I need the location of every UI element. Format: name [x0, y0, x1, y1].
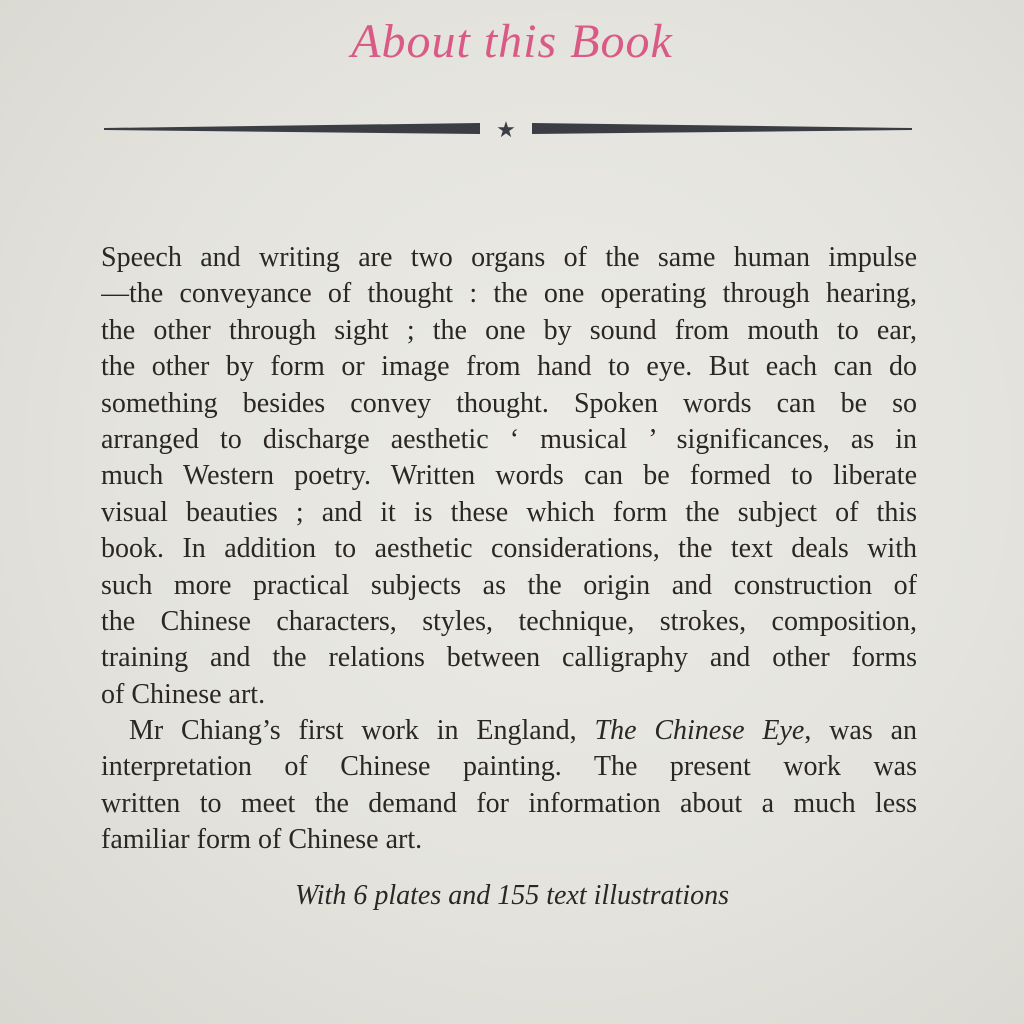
text-line: the Chinese characters, styles, technique, strokes, composition, [101, 605, 917, 637]
page-title: About this Book [351, 15, 673, 68]
rule-right-bar [532, 123, 912, 134]
text-line: interpretation of Chinese painting. The present work was [101, 751, 917, 783]
text-line: arranged to discharge aesthetic ‘ musical ’ significances, as in [101, 423, 917, 455]
description-body [101, 240, 917, 859]
text-line: familiar form of Chinese art. [101, 824, 423, 856]
text-line: the other by form or image from hand to eye. But each can do [101, 351, 917, 383]
paragraph-2 [101, 713, 917, 859]
text-line: training and the relations between calligraphy and other forms [101, 642, 917, 674]
paragraph-1 [101, 240, 917, 713]
text-line: Speech and writing are two organs of the same human impulse [101, 242, 917, 273]
book-title-reference: The Chinese Eye [594, 715, 805, 747]
text-line: much Western poetry. Written words can be formed to liberate [101, 460, 917, 492]
text-line: something besides convey thought. Spoken words can be so [101, 387, 917, 419]
text-line: the other through sight ; the one by sound from mouth to ear, [101, 314, 917, 346]
text-line: of Chinese art. [101, 678, 266, 710]
text-line: —the conveyance of thought : the one operating through hearing, [101, 278, 917, 310]
text-line: such more practical subjects as the origin and construction of [101, 569, 917, 601]
ornamental-rule [104, 116, 912, 142]
text-line: visual beauties ; and it is these which form the subject of this [101, 496, 917, 528]
illustrations-note: With 6 plates and 155 text illustrations [295, 880, 729, 911]
text-line: book. In addition to aesthetic considerations, the text deals with [101, 533, 917, 565]
text-line: written to meet the demand for information about a much less [101, 787, 917, 819]
text-segment: , was an [804, 715, 917, 747]
star-icon: ★ [496, 118, 516, 142]
text-segment: Mr Chiang’s first work in England, [129, 715, 595, 747]
rule-left-bar [104, 123, 480, 134]
text-line [101, 713, 917, 749]
